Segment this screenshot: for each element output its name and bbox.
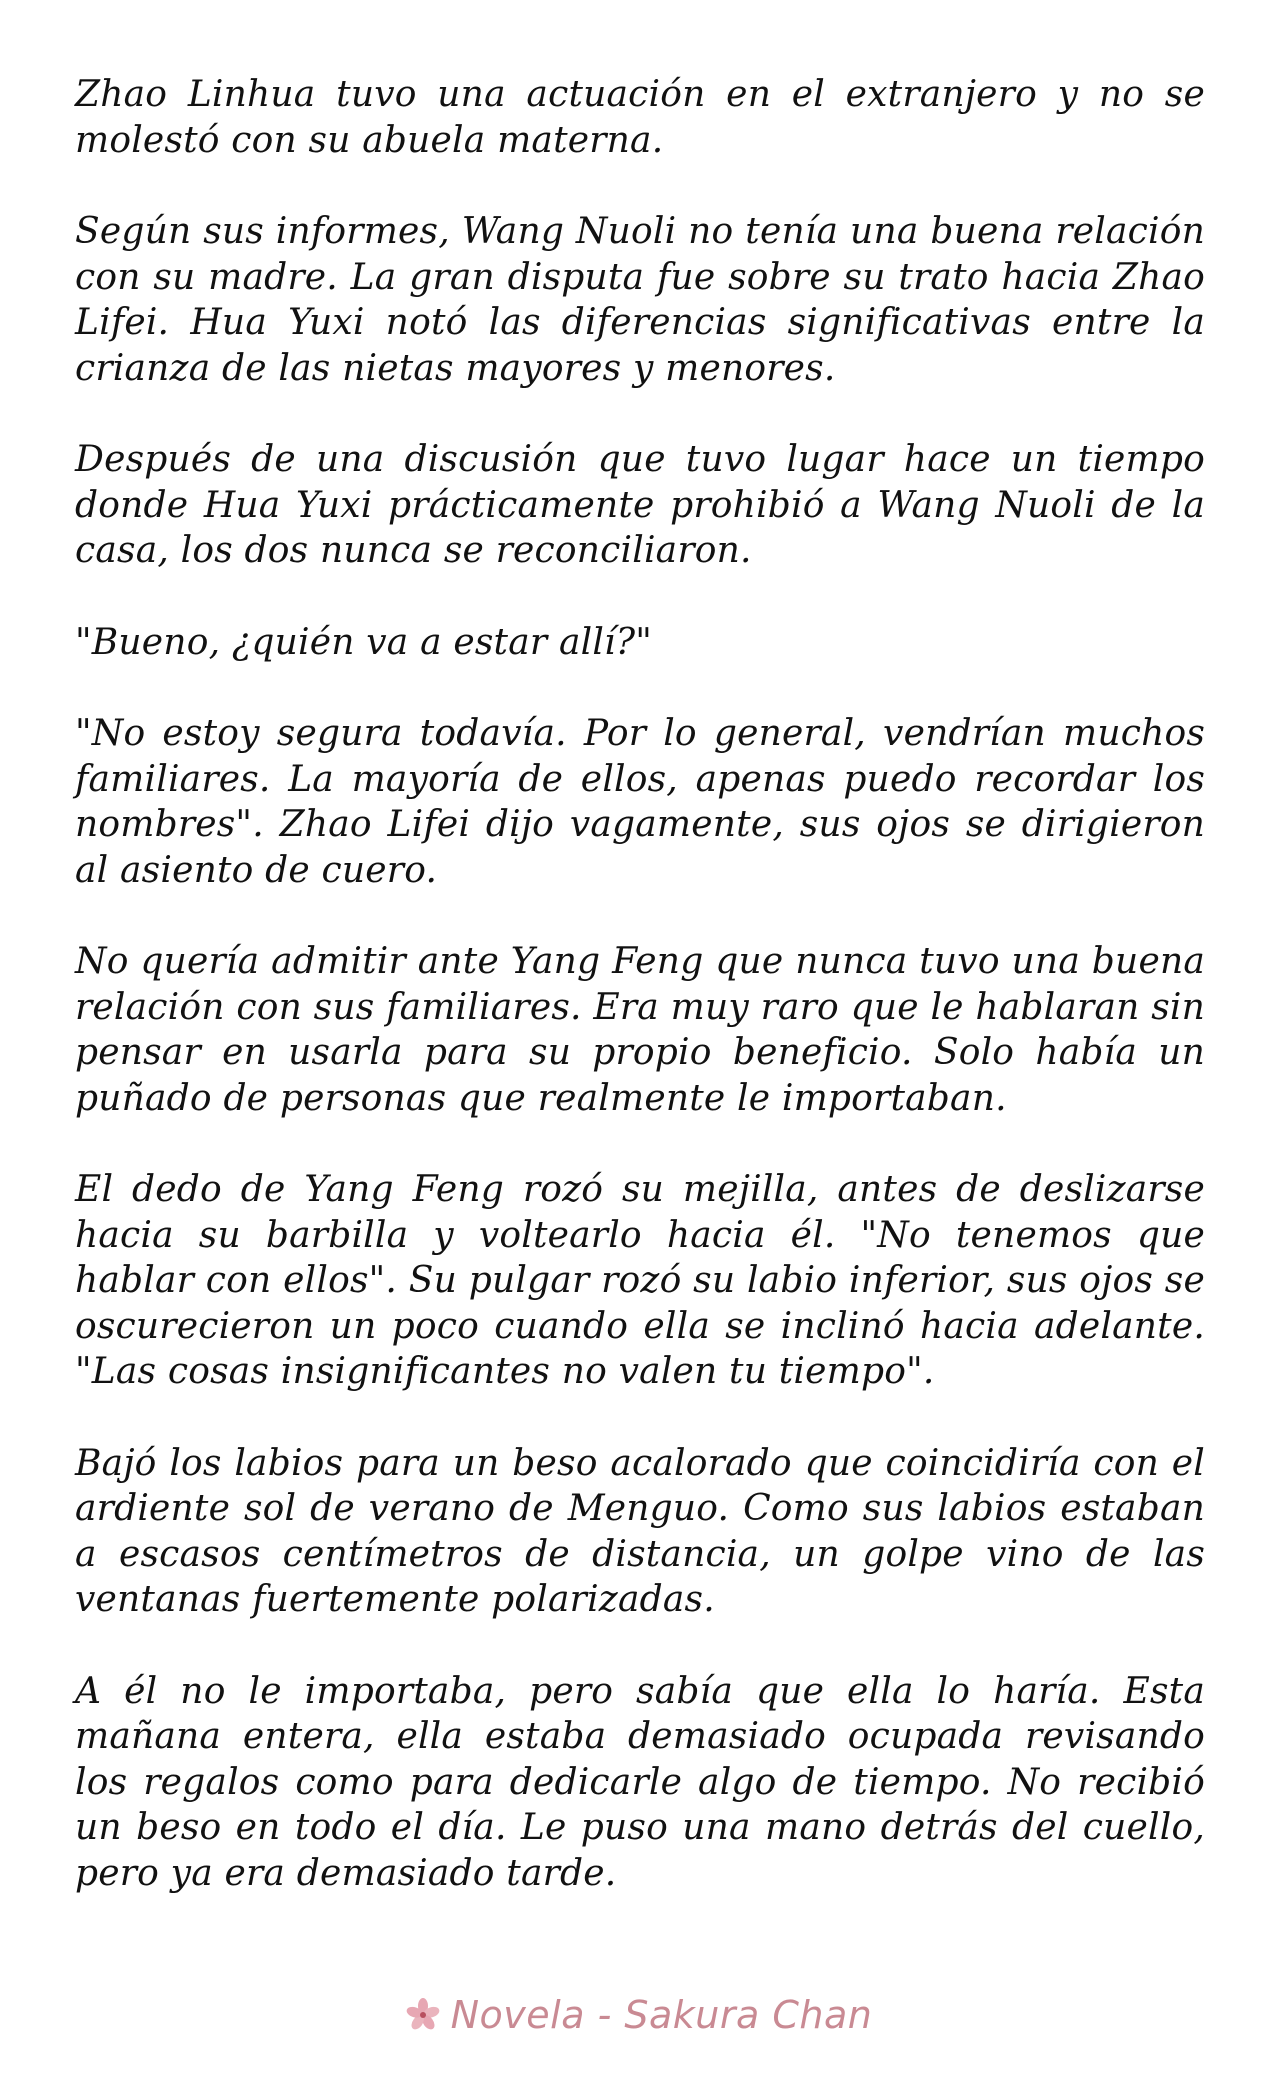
paragraph-3: Después de una discusión que tuvo lugar hace un tiempo donde Hua Yuxi prácticamente prohibió a Wang Nuoli de la casa, los dos nunca se reconciliaron. xyxy=(75,439,1205,571)
paragraph-7: El dedo de Yang Feng rozó su mejilla, antes de deslizarse hacia su barbilla y voltearlo hacia él. "No tenemos que hablar con ellos". Su pulgar rozó su labio inferior, sus ojos se oscurecieron un poco cuando ella se inclinó hacia adelante. "Las cosas insignificantes no valen tu tiempo". xyxy=(75,1169,1205,1392)
paragraph-2: Según sus informes, Wang Nuoli no tenía una buena relación con su madre. La gran disputa fue sobre su trato hacia Zhao Lifei. Hua Yuxi notó las diferencias significativas entre la crianza de las nietas mayores y menores. xyxy=(75,211,1205,389)
text-column xyxy=(75,72,1205,1942)
paragraph-1: Zhao Linhua tuvo una actuación en el extranjero y no se molestó con su abuela materna. xyxy=(75,74,1205,161)
paragraph-6: No quería admitir ante Yang Feng que nunca tuvo una buena relación con sus familiares. Era muy raro que le hablaran sin pensar en usarla para su propio beneficio. Solo había un puñado de personas que realmente le importaban. xyxy=(75,941,1205,1119)
paragraph-5: "No estoy segura todavía. Por lo general, vendrían muchos familiares. La mayoría de ellos, apenas puedo recordar los nombres". Zhao Lifei dijo vagamente, sus ojos se dirigieron al asiento de cuero. xyxy=(75,713,1205,891)
watermark xyxy=(0,1985,1275,2045)
paragraph-8: Bajó los labios para un beso acalorado que coincidiría con el ardiente sol de verano de Menguo. Como sus labios estaban a escasos centímetros de distancia, un golpe vino de las ventanas fuertemente polarizadas. xyxy=(75,1442,1205,1620)
paragraph-4: "Bueno, ¿quién va a estar allí?" xyxy=(75,621,653,663)
paragraph-9: A él no le importaba, pero sabía que ella lo haría. Esta mañana entera, ella estaba demasiado ocupada revisando los regalos como para dedicarle algo de tiempo. No recibió un beso en todo el día. Le puso una mano detrás del cuello, pero ya era demasiado tarde. xyxy=(75,1670,1205,1894)
watermark-text: Novela - Sakura Chan xyxy=(450,1993,873,2037)
sakura-flower-icon xyxy=(403,1995,443,2035)
